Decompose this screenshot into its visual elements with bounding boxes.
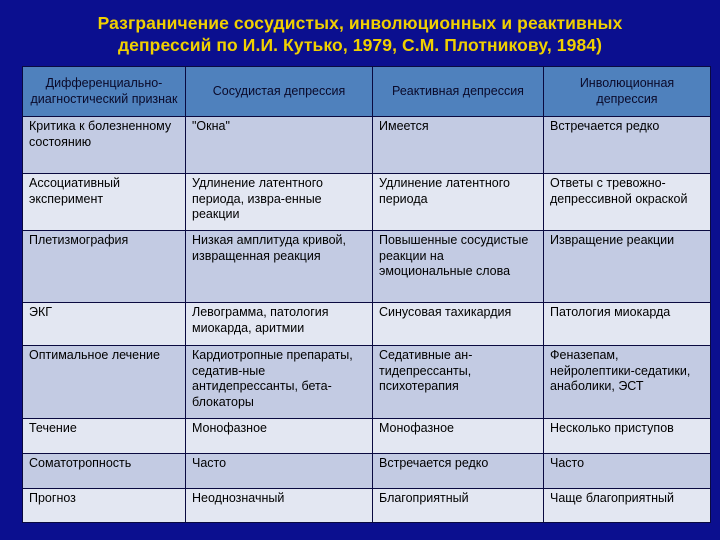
table-row <box>23 117 711 174</box>
involutional-cell: Чаще благоприятный <box>544 489 711 523</box>
reactive-cell: Седативные ан-тидепрессанты, психотерапия <box>373 346 544 419</box>
row-criterion-cell: Оптимальное лечение <box>23 346 186 419</box>
reactive-cell: Имеется <box>373 117 544 174</box>
reactive-cell: Благоприятный <box>373 489 544 523</box>
table-row <box>23 303 711 346</box>
page-title <box>0 12 720 56</box>
vascular-cell: Удлинение латентного периода, извра-енные реакции <box>186 174 373 231</box>
table-row <box>23 419 711 454</box>
table-row <box>23 174 711 231</box>
row-criterion-cell: Течение <box>23 419 186 454</box>
reactive-cell: Удлинение латентного периода <box>373 174 544 231</box>
title-line-1: Разграничение сосудистых, инволюционных и реактивных <box>97 13 623 33</box>
reactive-cell: Синусовая тахикардия <box>373 303 544 346</box>
header-cell-criterion: Дифференциально-диагностический признак <box>23 67 186 117</box>
table-header-row <box>23 67 711 117</box>
vascular-cell: Монофазное <box>186 419 373 454</box>
row-criterion-cell: Соматотропность <box>23 454 186 489</box>
vascular-cell: Низкая амплитуда кривой, извращенная реакция <box>186 231 373 303</box>
row-criterion-cell: Критика к болезненному состоянию <box>23 117 186 174</box>
involutional-cell: Извращение реакции <box>544 231 711 303</box>
vascular-cell: Кардиотропные препараты, седатив-ные антидепрессанты, бета-блокаторы <box>186 346 373 419</box>
involutional-cell: Часто <box>544 454 711 489</box>
involutional-cell: Несколько приступов <box>544 419 711 454</box>
vascular-cell: Часто <box>186 454 373 489</box>
header-cell-vascular: Сосудистая депрессия <box>186 67 373 117</box>
table-row <box>23 454 711 489</box>
reactive-cell: Встречается редко <box>373 454 544 489</box>
row-criterion-cell: Плетизмография <box>23 231 186 303</box>
vascular-cell: Неоднозначный <box>186 489 373 523</box>
header-cell-involutional: Инволюционная депрессия <box>544 67 711 117</box>
reactive-cell: Монофазное <box>373 419 544 454</box>
vascular-cell: "Окна" <box>186 117 373 174</box>
vascular-cell: Левограмма, патология миокарда, аритмии <box>186 303 373 346</box>
row-criterion-cell: ЭКГ <box>23 303 186 346</box>
table-row <box>23 231 711 303</box>
involutional-cell: Встречается редко <box>544 117 711 174</box>
header-cell-reactive: Реактивная депрессия <box>373 67 544 117</box>
comparison-table <box>22 66 711 523</box>
reactive-cell: Повышенные сосудистые реакции на эмоциональные слова <box>373 231 544 303</box>
row-criterion-cell: Прогноз <box>23 489 186 523</box>
title-line-2: депрессий по И.И. Кутько, 1979, С.М. Плотникову, 1984) <box>117 35 603 55</box>
involutional-cell: Феназепам, нейролептики-седатики, анаболики, ЭСТ <box>544 346 711 419</box>
row-criterion-cell: Ассоциативный эксперимент <box>23 174 186 231</box>
involutional-cell: Ответы с тревожно-депрессивной окраской <box>544 174 711 231</box>
table-row <box>23 346 711 419</box>
involutional-cell: Патология миокарда <box>544 303 711 346</box>
table-row <box>23 489 711 523</box>
